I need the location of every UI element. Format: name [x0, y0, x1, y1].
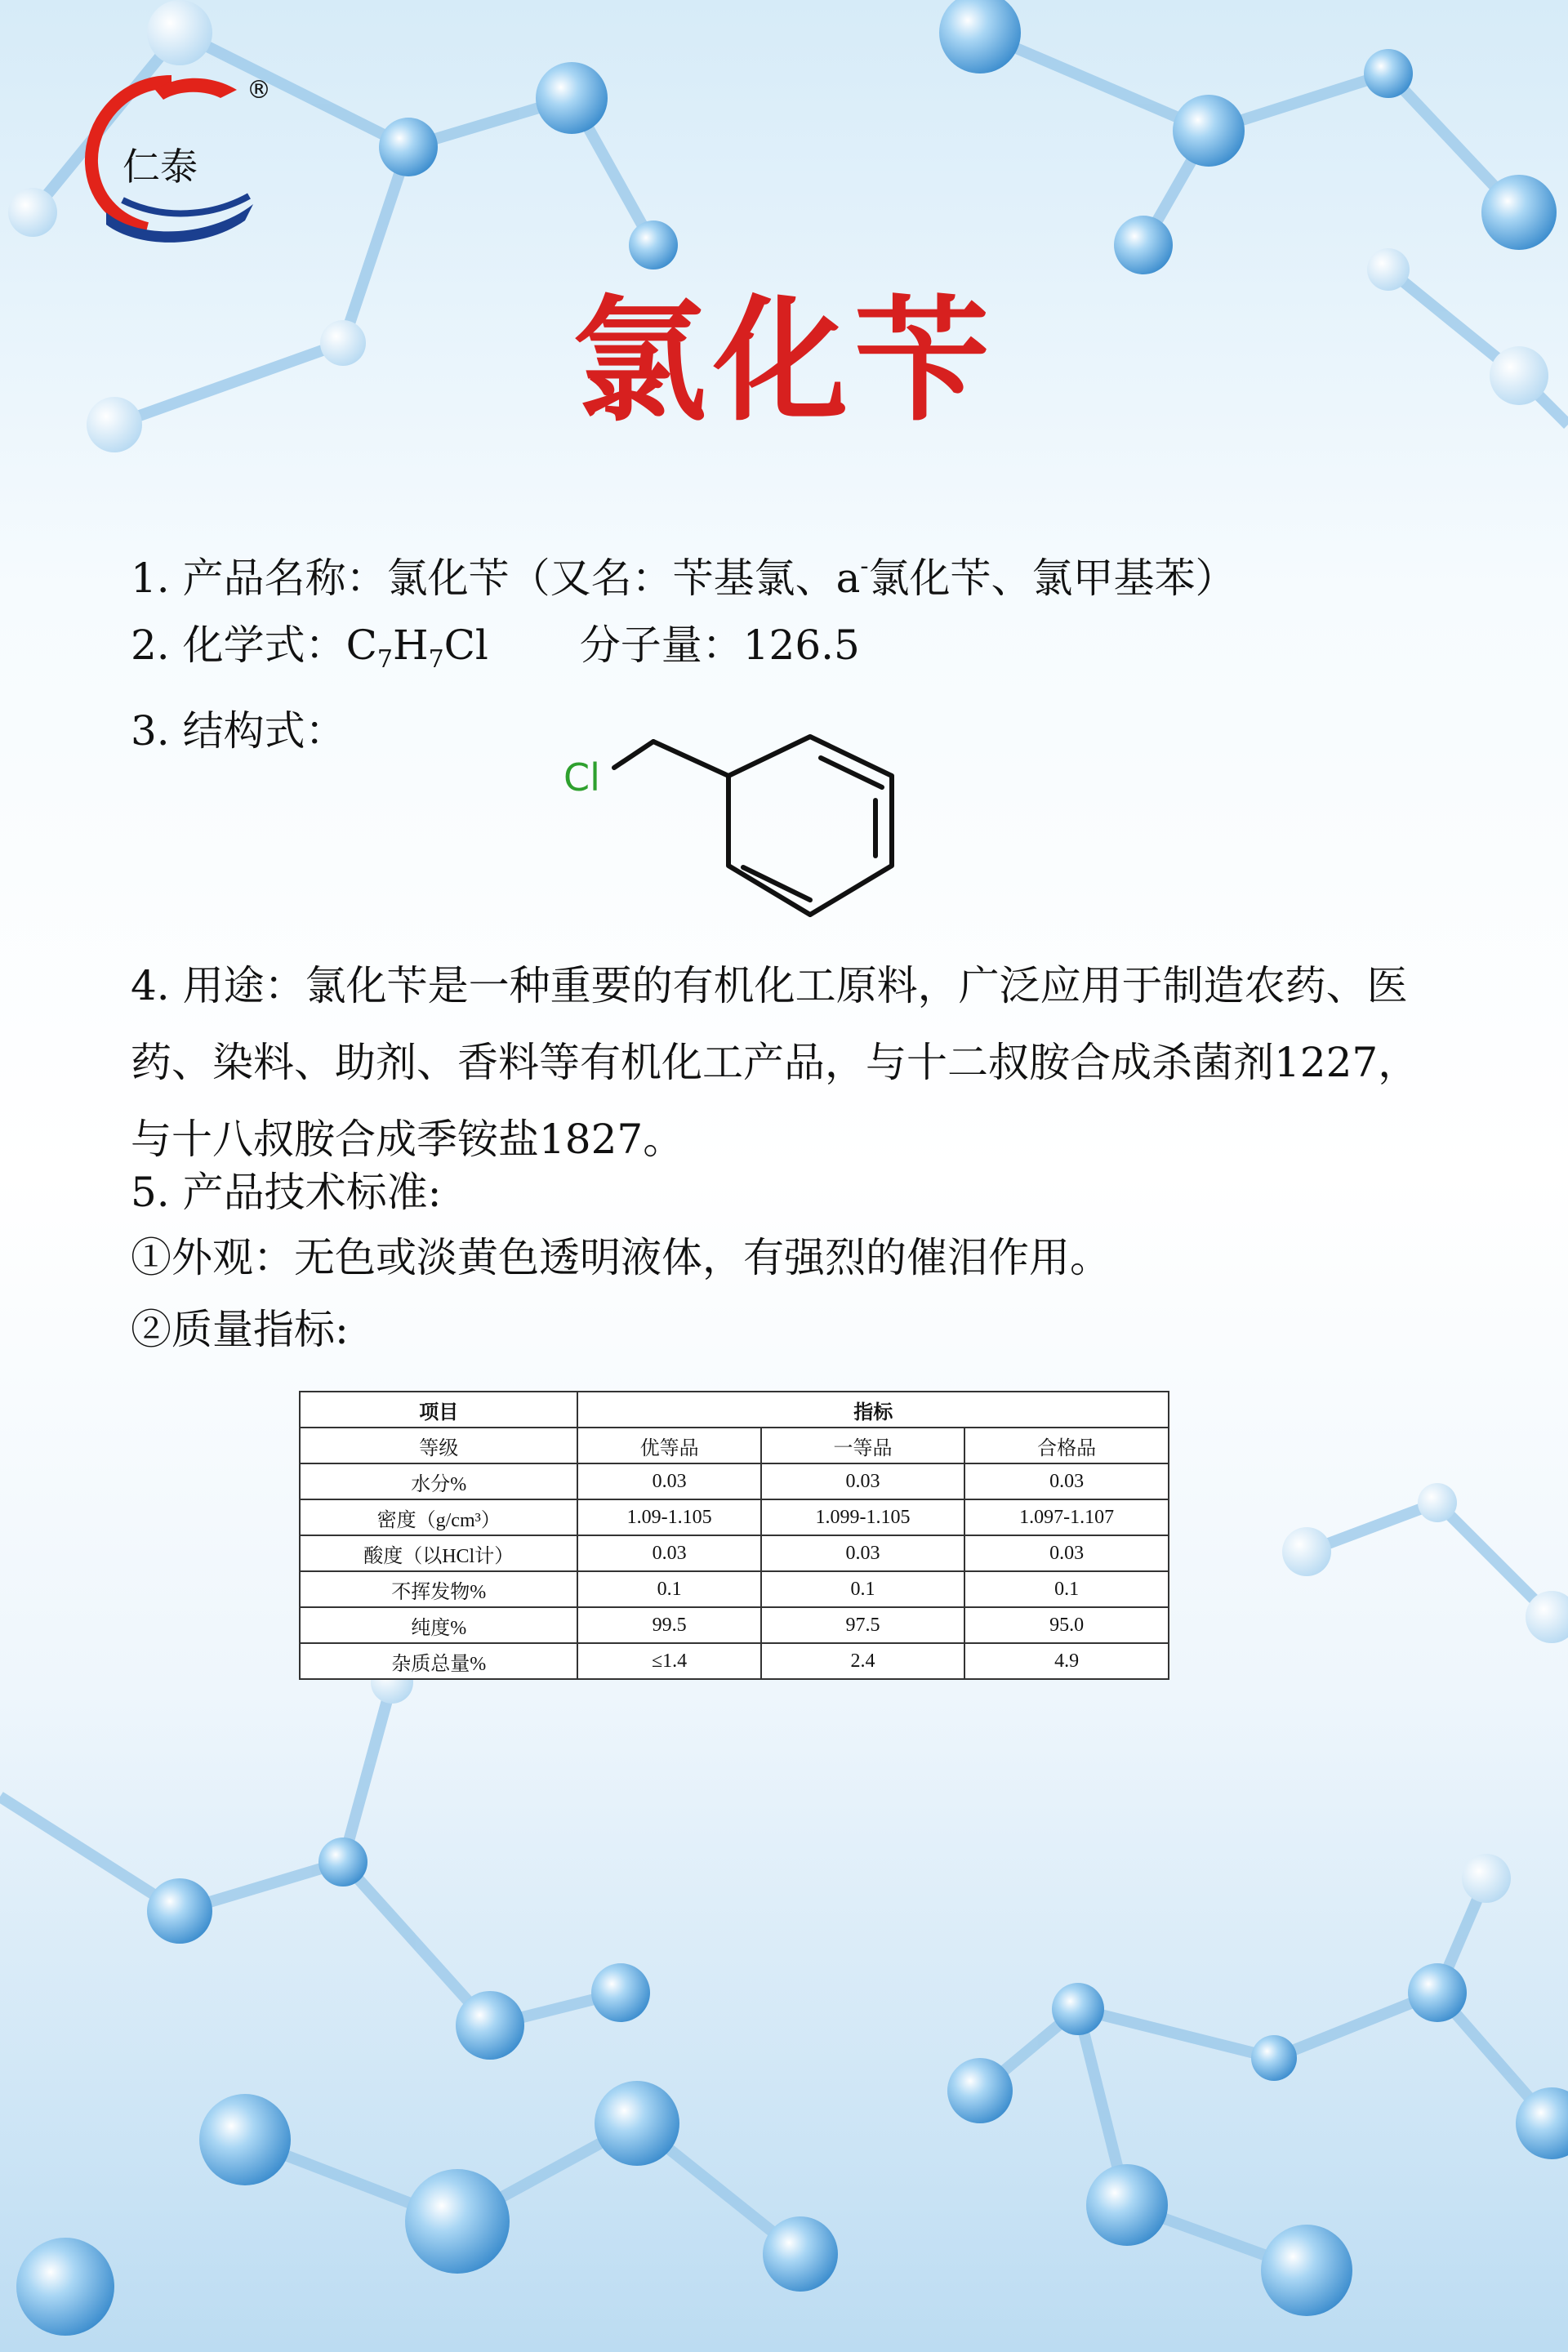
product-name-line [131, 546, 1236, 604]
cell: 0.03 [577, 1535, 760, 1571]
cell: ≤1.4 [577, 1643, 760, 1679]
header-item: 项目 [300, 1392, 577, 1428]
grade-first: 一等品 [761, 1428, 965, 1463]
table-header-row [300, 1392, 1169, 1428]
cell: 97.5 [761, 1607, 965, 1643]
quality-heading: ②质量指标: [131, 1306, 349, 1353]
row-label: 水分% [300, 1463, 577, 1499]
cell: 4.9 [964, 1643, 1169, 1679]
header-spec: 指标 [577, 1392, 1169, 1428]
grade-row [300, 1428, 1169, 1463]
page-title: 氯化苄 [572, 281, 996, 439]
quality-spec-table [299, 1391, 1169, 1680]
product-name-rest: 氯化苄、氯甲基苯） [868, 555, 1236, 602]
cell: 1.097-1.107 [964, 1499, 1169, 1535]
row-label: 纯度% [300, 1607, 577, 1643]
cell: 1.09-1.105 [577, 1499, 760, 1535]
row-label: 酸度（以HCl计） [300, 1535, 577, 1571]
cell: 1.099-1.105 [761, 1499, 965, 1535]
registered-mark: ® [247, 76, 271, 105]
formula-label: 2. 化学式： [131, 621, 346, 669]
cell: 0.03 [577, 1463, 760, 1499]
table-row [300, 1535, 1169, 1571]
formula-c-count: 7 [376, 645, 393, 674]
row-label: 不挥发物% [300, 1571, 577, 1607]
cell: 0.1 [577, 1571, 760, 1607]
molecular-weight: 分子量：126.5 [579, 621, 860, 669]
formula-h: H [392, 621, 429, 669]
cell: 95.0 [964, 1607, 1169, 1643]
formula-c: C [345, 621, 377, 669]
cell: 0.1 [761, 1571, 965, 1607]
row-label: 密度（g/cm³） [300, 1499, 577, 1535]
table-row [300, 1607, 1169, 1643]
formula-h-count: 7 [428, 645, 444, 674]
cell: 2.4 [761, 1643, 965, 1679]
brand-logo [74, 65, 278, 245]
usage-paragraph: 4. 用途：氯化苄是一种重要的有机化工原料，广泛应用于制造农药、医药、染料、助剂、香料等有机化工产品，与十二叔胺合成杀菌剂1227，与十八叔胺合成季铵盐1827。 [131, 962, 1419, 1163]
brand-name: 仁泰 [122, 145, 198, 189]
formula-cl: Cl [443, 621, 488, 669]
structure-label: 3. 结构式： [131, 707, 346, 755]
appearance-line: ①外观：无色或淡黄色透明液体，有强烈的催泪作用。 [131, 1234, 1111, 1281]
formula-line [131, 612, 860, 674]
row-label: 杂质总量% [300, 1643, 577, 1679]
benzyl-chloride-structure [539, 719, 923, 931]
cell: 99.5 [577, 1607, 760, 1643]
cell: 0.1 [964, 1571, 1169, 1607]
table-row [300, 1463, 1169, 1499]
table-row [300, 1643, 1169, 1679]
cell: 0.03 [761, 1463, 965, 1499]
standard-heading: 5. 产品技术标准: [131, 1169, 442, 1216]
grade-label: 等级 [300, 1428, 577, 1463]
product-name-text: 1. 产品名称：氯化苄（又名：苄基氯、a [131, 555, 861, 602]
cell: 0.03 [964, 1463, 1169, 1499]
chlorine-atom-label: Cl [564, 755, 600, 800]
cell: 0.03 [761, 1535, 965, 1571]
grade-premium: 优等品 [577, 1428, 760, 1463]
product-name-superscript: - [860, 552, 869, 581]
cell: 0.03 [964, 1535, 1169, 1571]
table-row [300, 1571, 1169, 1607]
grade-qualified: 合格品 [964, 1428, 1169, 1463]
table-row [300, 1499, 1169, 1535]
